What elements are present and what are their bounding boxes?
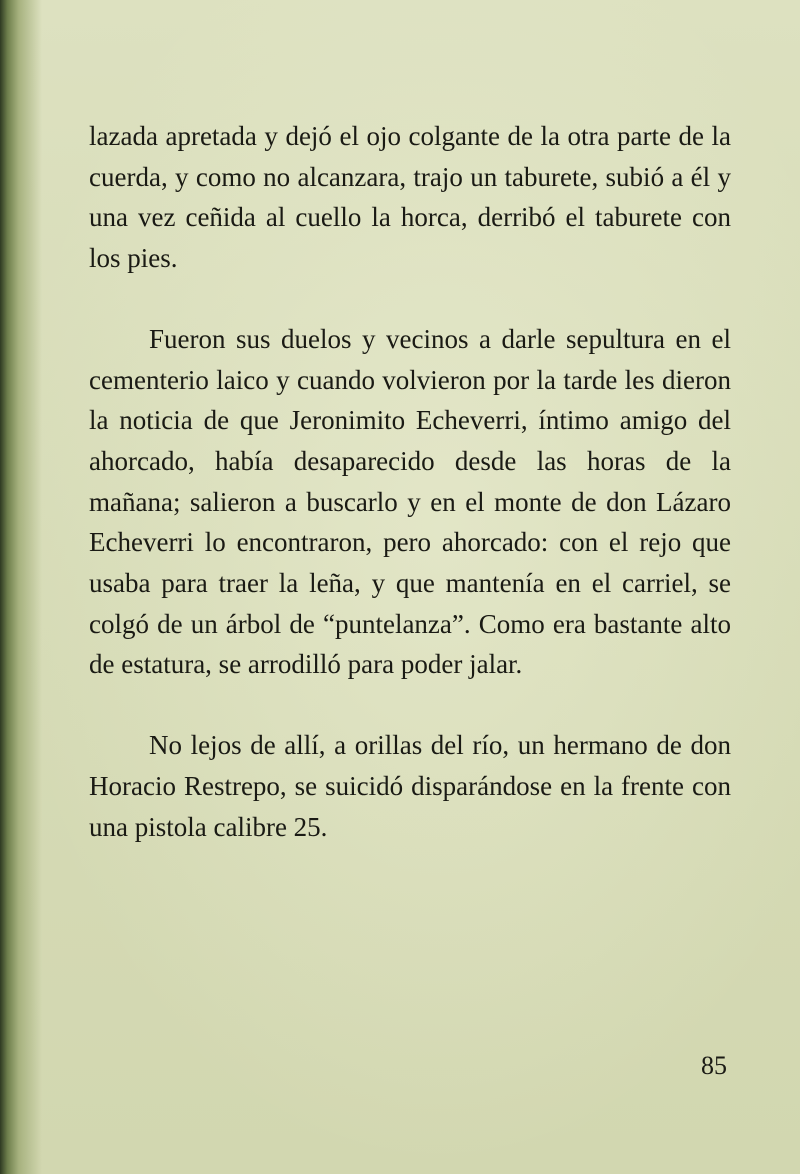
paragraph-2: Fueron sus duelos y vecinos a darle sepultura en el cementerio laico y cuando volvieron por la tarde les dieron la noticia de que Jeronimito Echeverri, íntimo amigo del ahorcado, había desaparecido desde las horas de la mañana; salieron a buscarlo y en el monte de don Lázaro Echeverri lo encontraron, pero ahorcado: con el rejo que usaba para traer la leña, y que mantenía en el carriel, se colgó de un árbol de “puntelanza”. Como era bastante alto de estatura, se arrodilló para poder jalar. — [89, 323, 731, 680]
book-spine-shadow — [0, 0, 42, 1174]
paragraph-1: lazada apretada y dejó el ojo colgante de la otra parte de la cuerda, y como no alcanzara, trajo un taburete, subió a él y una vez ceñida al cuello la horca, derribó el taburete con los pies. — [89, 121, 731, 274]
body-text — [89, 116, 731, 847]
page-number: 85 — [701, 1051, 727, 1080]
paragraph-3: No lejos de allí, a orillas del río, un hermano de don Horacio Restrepo, se suicidó disparándose en la frente con una pistola calibre 25. — [89, 730, 731, 842]
